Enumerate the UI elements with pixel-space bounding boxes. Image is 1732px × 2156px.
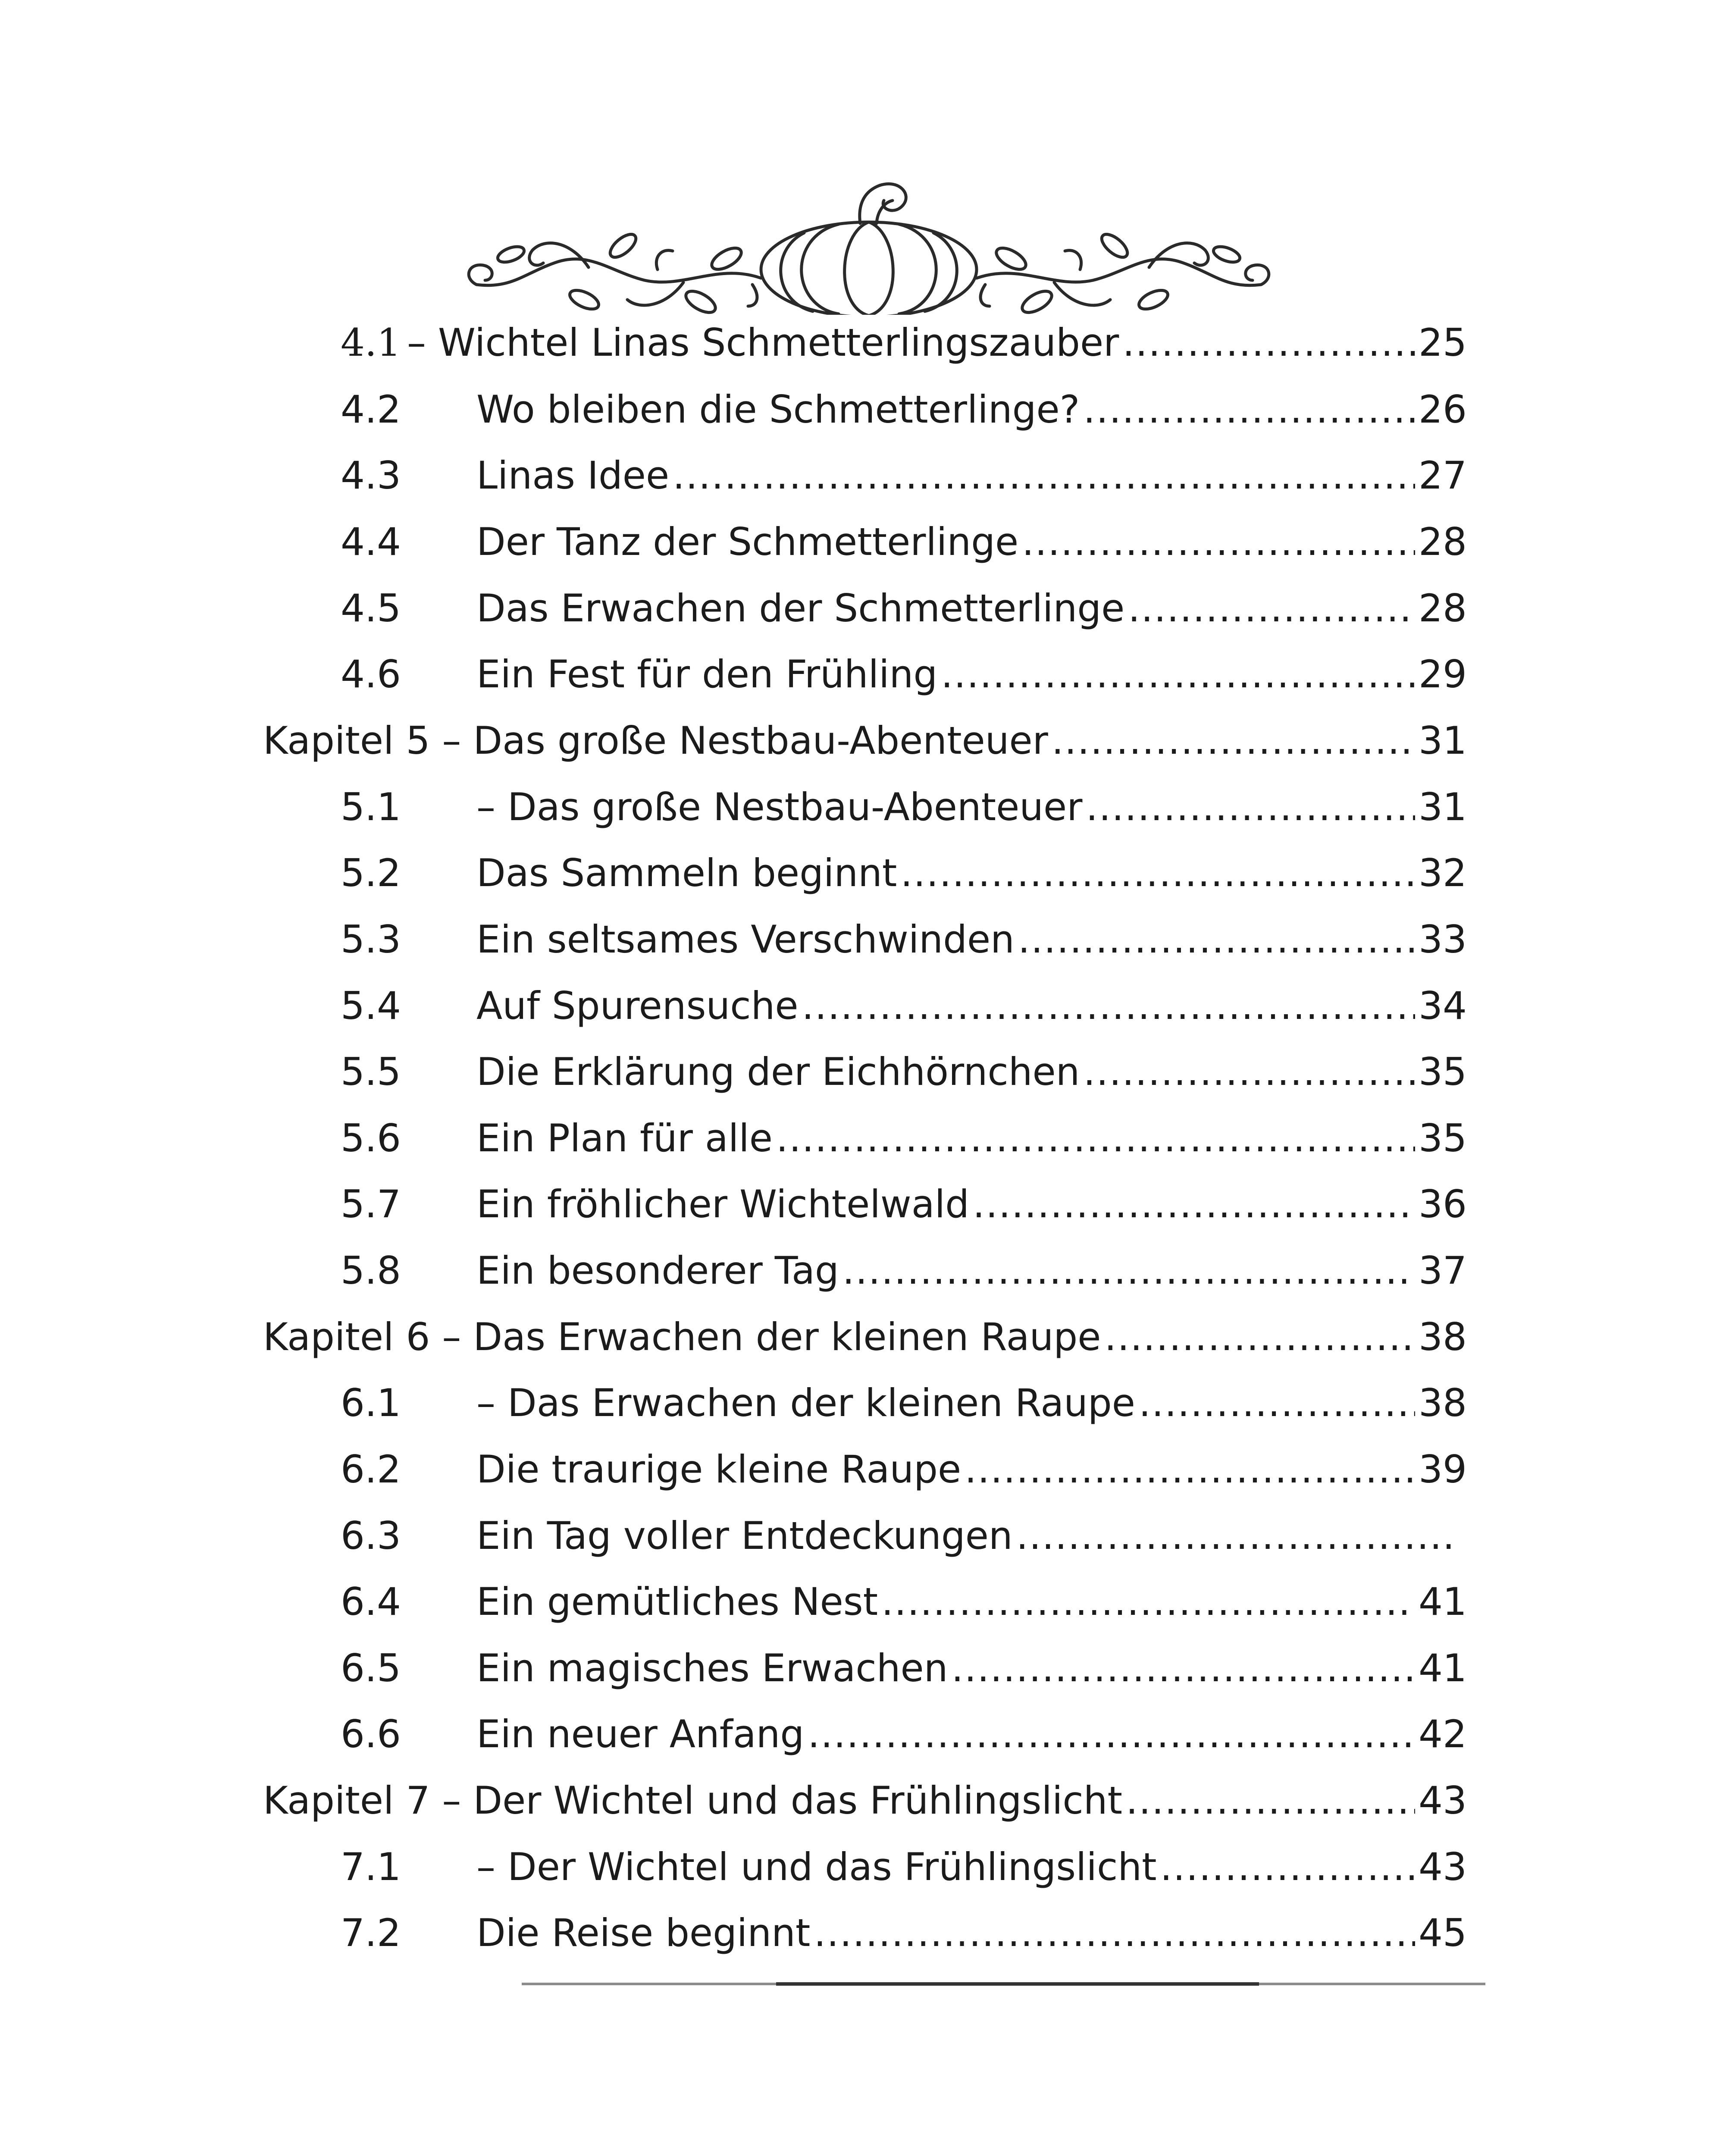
- toc-title: – Der Wichtel und das Frühlingslicht: [476, 1845, 1157, 1889]
- toc-number: 4.4: [341, 520, 401, 564]
- toc-page-number: 42: [1419, 1712, 1467, 1756]
- toc-page-number: 25: [1419, 320, 1467, 365]
- toc-page-number: 38: [1419, 1381, 1467, 1425]
- toc-entry-5-6[interactable]: [341, 1106, 1467, 1171]
- toc-leader: [1052, 708, 1415, 773]
- toc-number: 5.7: [341, 1182, 401, 1226]
- toc-title: Ein fröhlicher Wichtelwald: [476, 1182, 969, 1226]
- toc-leader: [881, 1570, 1415, 1634]
- toc-leader: [1018, 907, 1415, 972]
- toc-leader: [1139, 1371, 1415, 1435]
- toc-number: 5.5: [341, 1050, 401, 1094]
- toc-page-number: 34: [1419, 984, 1467, 1028]
- toc-title: Die Erklärung der Eichhörnchen: [476, 1050, 1080, 1094]
- toc-entry-6-5[interactable]: [341, 1636, 1467, 1701]
- toc-entry-5-2[interactable]: [341, 841, 1467, 906]
- toc-page-number: 36: [1419, 1182, 1467, 1226]
- toc-leader: [1160, 1835, 1415, 1899]
- toc-number: 5.3: [341, 917, 401, 962]
- toc-page-number: 27: [1419, 453, 1467, 498]
- toc-title: Ein gemütliches Nest: [476, 1579, 878, 1624]
- right-vine-icon: [977, 230, 1269, 315]
- toc-leader: [1126, 1768, 1415, 1833]
- toc-title: Der Tanz der Schmetterlinge: [476, 520, 1019, 564]
- toc-number: 4.1: [341, 320, 401, 365]
- toc-page-number: 39: [1419, 1447, 1467, 1492]
- toc-number: 7.1: [341, 1845, 401, 1889]
- toc-entry-6-6[interactable]: [341, 1702, 1467, 1767]
- toc-page-number: 26: [1419, 387, 1467, 432]
- toc-page-number: 41: [1419, 1579, 1467, 1624]
- toc-entry-4-2[interactable]: [341, 377, 1467, 442]
- toc-leader: [802, 974, 1416, 1038]
- toc-entry-7-2[interactable]: [341, 1901, 1467, 1965]
- toc-entry-5-8[interactable]: [341, 1238, 1467, 1303]
- toc-entry-7-1[interactable]: [341, 1835, 1467, 1899]
- toc-title: – Wichtel Linas Schmetterlingszauber: [407, 320, 1119, 365]
- toc-leader: [1086, 775, 1415, 840]
- toc-entry-4-4[interactable]: [341, 510, 1467, 574]
- toc-chapter-title: Kapitel 5 – Das große Nestbau-Abenteuer: [263, 718, 1048, 763]
- toc-page-number: 45: [1419, 1911, 1467, 1955]
- toc-page-number: 38: [1419, 1315, 1467, 1359]
- toc-entry-5-3[interactable]: [341, 907, 1467, 972]
- toc-title: Ein besonderer Tag: [476, 1248, 839, 1293]
- toc-leader: [673, 443, 1415, 508]
- toc-number: 5.6: [341, 1116, 401, 1160]
- toc-leader: [1083, 377, 1415, 442]
- toc-page-number: 31: [1419, 718, 1467, 763]
- toc-page-number: 35: [1419, 1116, 1467, 1160]
- toc-chapter-6[interactable]: [263, 1305, 1467, 1369]
- toc-entry-5-4[interactable]: [341, 974, 1467, 1038]
- toc-title: – Das große Nestbau-Abenteuer: [476, 785, 1083, 829]
- toc-entry-4-3[interactable]: [341, 443, 1467, 508]
- toc-entry-5-1[interactable]: [341, 775, 1467, 840]
- toc-title: Wo bleiben die Schmetterlinge?: [476, 387, 1080, 432]
- toc-number: 6.6: [341, 1712, 401, 1756]
- toc-page-number: 37: [1419, 1248, 1467, 1293]
- toc-number: 4.2: [341, 387, 401, 432]
- toc-number: 5.2: [341, 851, 401, 895]
- toc-page-number: 43: [1419, 1778, 1467, 1823]
- toc-title: Ein Tag voller Entdeckungen: [476, 1514, 1013, 1558]
- toc-leader: [965, 1437, 1415, 1502]
- toc-title: Ein neuer Anfang: [476, 1712, 805, 1756]
- toc-title: Ein magisches Erwachen: [476, 1646, 948, 1690]
- toc-leader: [951, 1636, 1415, 1701]
- toc-title: Linas Idee: [476, 453, 670, 498]
- toc-page-number: 28: [1419, 520, 1467, 564]
- toc-number: 6.2: [341, 1447, 401, 1492]
- toc-entry-4-5[interactable]: [341, 576, 1467, 641]
- toc-page-number: 43: [1419, 1845, 1467, 1889]
- toc-title: Ein Plan für alle: [476, 1116, 773, 1160]
- toc-page-number: 41: [1419, 1646, 1467, 1690]
- toc-number: 4.6: [341, 652, 401, 696]
- toc-leader: [1122, 310, 1415, 375]
- toc-leader: [1128, 576, 1415, 641]
- pumpkin-vine-ornament-icon: [459, 177, 1278, 315]
- toc-number: 7.2: [341, 1911, 401, 1955]
- toc-chapter-title: Kapitel 7 – Der Wichtel und das Frühlingslicht: [263, 1778, 1123, 1823]
- toc-entry-6-4[interactable]: [341, 1570, 1467, 1634]
- pumpkin-icon: [761, 184, 977, 315]
- toc-number: 6.4: [341, 1579, 401, 1624]
- toc-entry-6-3[interactable]: [341, 1504, 1457, 1568]
- toc-number: 6.5: [341, 1646, 401, 1690]
- toc-number: 5.4: [341, 984, 401, 1028]
- toc-entry-6-2[interactable]: [341, 1437, 1467, 1502]
- toc-leader: [941, 642, 1415, 707]
- toc-leader: [814, 1901, 1415, 1965]
- toc-title: Das Erwachen der Schmetterlinge: [476, 586, 1125, 630]
- toc-number: 6.1: [341, 1381, 401, 1425]
- toc-number: 6.3: [341, 1514, 401, 1558]
- toc-page-number: 28: [1419, 586, 1467, 630]
- toc-chapter-5[interactable]: [263, 708, 1467, 773]
- toc-number: 5.1: [341, 785, 401, 829]
- toc-entry-4-6[interactable]: [341, 642, 1467, 707]
- footer-divider-accent: [776, 1982, 1259, 1986]
- toc-leader: [808, 1702, 1415, 1767]
- toc-leader: [1083, 1040, 1415, 1104]
- toc-leader: [1016, 1504, 1454, 1568]
- toc-number: 4.5: [341, 586, 401, 630]
- toc-page-number: 32: [1419, 851, 1467, 895]
- toc-entry-6-1[interactable]: [341, 1371, 1467, 1435]
- toc-chapter-7[interactable]: [263, 1768, 1467, 1833]
- toc-title: Auf Spurensuche: [476, 984, 799, 1028]
- toc-title: Die Reise beginnt: [476, 1911, 811, 1955]
- toc-title: Ein seltsames Verschwinden: [476, 917, 1015, 962]
- toc-chapter-title: Kapitel 6 – Das Erwachen der kleinen Raupe: [263, 1315, 1101, 1359]
- toc-page-number: 29: [1419, 652, 1467, 696]
- toc-title: – Das Erwachen der kleinen Raupe: [476, 1381, 1135, 1425]
- toc-leader: [843, 1238, 1415, 1303]
- left-vine-icon: [469, 230, 761, 315]
- toc-leader: [1022, 510, 1415, 574]
- toc-entry-5-7[interactable]: [341, 1172, 1467, 1237]
- toc-entry-4-1[interactable]: [341, 310, 1467, 375]
- toc-title: Ein Fest für den Frühling: [476, 652, 938, 696]
- toc-leader: [973, 1172, 1415, 1237]
- toc-number: 4.3: [341, 453, 401, 498]
- toc-title: Die traurige kleine Raupe: [476, 1447, 962, 1492]
- toc-leader: [900, 841, 1415, 906]
- toc-page-number: 31: [1419, 785, 1467, 829]
- toc-number: 5.8: [341, 1248, 401, 1293]
- toc-page-number: 35: [1419, 1050, 1467, 1094]
- toc-leader: [776, 1106, 1415, 1171]
- toc-page-number: 33: [1419, 917, 1467, 962]
- toc-leader: [1104, 1305, 1415, 1369]
- toc-title: Das Sammeln beginnt: [476, 851, 897, 895]
- toc-entry-5-5[interactable]: [341, 1040, 1467, 1104]
